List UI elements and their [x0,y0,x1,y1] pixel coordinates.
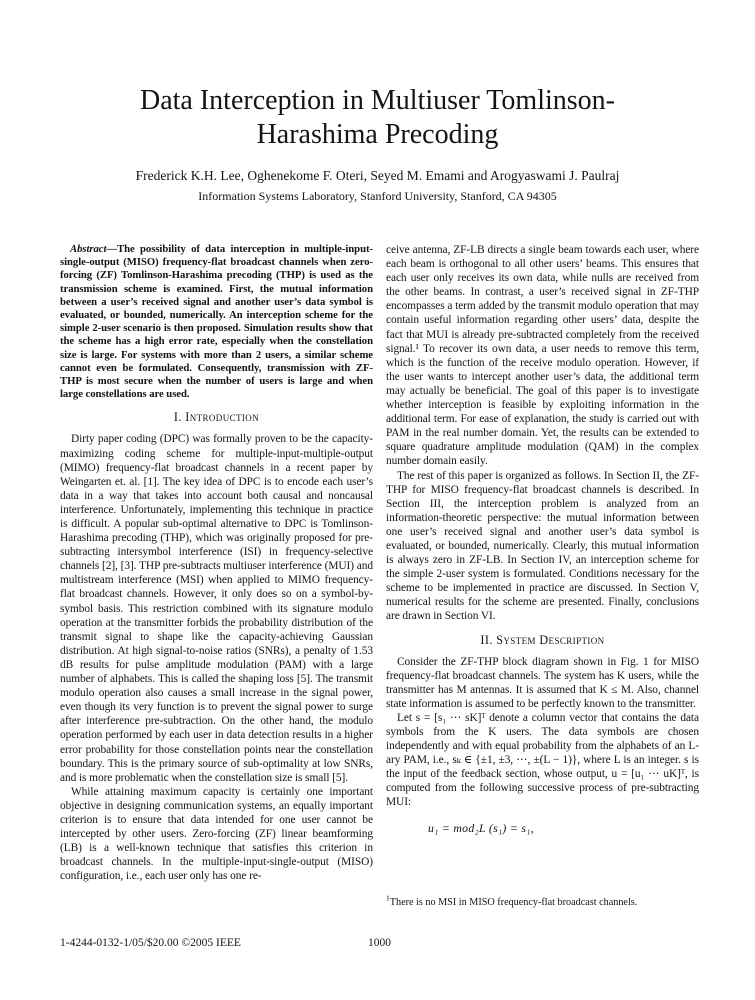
authors-line: Frederick K.H. Lee, Oghenekome F. Oteri, Seyed M. Emami and Arogyaswami J. Paulraj [135,168,620,183]
footnote-text: There is no MSI in MISO frequency-flat broadcast channels. [389,897,638,908]
footnote [386,894,699,909]
section-heading-introduction: I. Introduction [173,410,260,425]
system-description-paragraph-2: Let s = [s₁ ⋯ sK]ᵀ denote a column vector that contains the data symbols from the K users. The data symbols are chosen independently and with equal probability from the alphabets of an L-ary PAM, i.e., sₖ ∈ {±1, ±3, ⋯, ±(L − 1)}, where L is an integer. s is the input of the feedback section, whose output, u = [u₁ ⋯ uK]ᵀ, is computed from the following successive process of pre-subtracting MUI: [386,711,699,809]
copyright-notice: 1-4244-0132-1/05/$20.00 ©2005 IEEE [60,937,241,949]
section-heading-system-description: II. System Description [480,632,605,647]
abstract-label: Abstract— [70,243,118,255]
page-number: 1000 [368,937,391,949]
equation-u1: u₁ = mod₂L (s₁) = s₁, [428,820,534,835]
paper-outline-paragraph: The rest of this paper is organized as follows. In Section II, the ZF-THP for MISO frequency-flat broadcast channels is described. In Section III, the interception problem is analyzed from an information-theoretic perspective: the mutual information between one user’s received signal and another user’s data symbol is evaluated, or bounded, numerically. Clearly, this mutual information is always zero in ZF-LB. In Section IV, an interception scheme for the simple 2-user system is formulated. Conditions necessary for the scheme to be implemented in practice are discussed. In Section V, numerical results for the scheme are presented. Finally, conclusions are drawn in Section VI. [386,469,699,623]
page-footer [60,937,699,953]
introduction-paragraph-2-continued: ceive antenna, ZF-LB directs a single beam towards each user, where each beam is orthogonal to all other users’ beams. This ensures that each user only receives its own data, while nulls are received from the other beams. In contrast, a user’s received signal in ZF-THP encompasses a term added by the transmit modulo operation that may contain useful information regarding other users’ data, despite the fact that MUI is already pre-subtracted completely from the received signal.¹ To recover its own data, a user needs to remove this term, which is the function of the receive modulo operation. However, if the user wants to intercept another user’s data, the additional term may actually be beneficial. The goal of this paper is to investigate whether interception is feasible by exploiting information in the additional term. For ease of explanation, the study is carried out with PAM in the real number domain. Yet, the results can be extended to square quadrature amplitude modulation (QAM) in the complex number domain easily. [386,244,699,468]
introduction-paragraph-1: Dirty paper coding (DPC) was formally proven to be the capacity-maximizing coding scheme for multiple-input-multiple-output (MIMO) frequency-flat broadcast channels in a recent paper by Weingarten et. al. [1]. The key idea of DPC is to encode each user’s data in a way that takes into account both causal and noncausal interference. Unfortunately, implementing this technique in practice is difficult. A popular sub-optimal alternative to DPC is Tomlinson-Harashima precoding (THP), which was originally proposed for pre-subtracting intersymbol interference (ISI) in frequency-selective channels [2], [3]. THP pre-subtracts multiuser interference (MUI) and multistream interference (MSI) when applied to MIMO frequency-flat broadcast channels. However, it only does so on a symbol-by-symbol basis. This restriction combined with its signature modulo operation at the transmitter forbids the probability distribution of the transmit signal to shape like the capacity-achieving Gaussian distribution. At high signal-to-noise ratios (SNRs), a penalty of 1.53 dB results for pulse amplitude modulation (PAM) with a large number of alphabets. This is called the shaping loss [5]. The transmit modulo operation also causes a small increase in the signal power, even though its very function is to prevent the signal power to surge after interference pre-subtraction. On the other hand, the modulo operation performed by each user in data detection results in a higher error probability for those constellation points near the constellation boundary. This is the primary source of sub-optimality at low SNRs, and is more problematic when the constellation size is small [5]. [60,433,373,784]
footnote-marker: 1 [386,893,390,903]
two-column-body [60,243,699,919]
affiliation-line: Information Systems Laboratory, Stanford University, Stanford, CA 94305 [198,189,557,203]
abstract-text: The possibility of data interception in multiple-input-single-output (MISO) frequency-flat broadcast channels when zero-forcing (ZF) Tomlinson-Harashima precoding (THP) is used as the transmission scheme is examined. First, the mutual information between a user’s received signal and another user’s data symbol is evaluated, or bounded, numerically. An interception scheme for the simple 2-user scenario is then proposed. Simulation results show that the scheme has a high error rate, especially when the constellation size is large. For systems with more than 2 users, a similar scheme cannot even be formulated. Consequently, transmission with ZF-THP is most secure when the number of users is large and when large constellations are used. [60,243,373,401]
paper-header [0,84,755,203]
abstract [60,243,373,401]
right-column [386,243,699,919]
paper-title: Data Interception in Multiuser Tomlinson-Harashima Precoding [140,85,615,150]
left-column [60,243,373,919]
system-description-paragraph-1: Consider the ZF-THP block diagram shown in Fig. 1 for MISO frequency-flat broadcast channels. The system has K users, while the transmitter has M antennas. It is assumed that K ≤ M. Also, channel state information is assumed to be perfectly known to the transmitter. [386,655,699,710]
introduction-paragraph-2: While attaining maximum capacity is certainly one important objective in designing communication systems, an equally important criterion is to ensure that data intended for one user cannot be intercepted by other users. Zero-forcing (ZF) linear beamforming (LB) is a well-known technique that satisfies this criterion in broadcast channels. In the multiple-input-single-output (MISO) configuration, i.e., each user only has one re- [60,785,373,883]
